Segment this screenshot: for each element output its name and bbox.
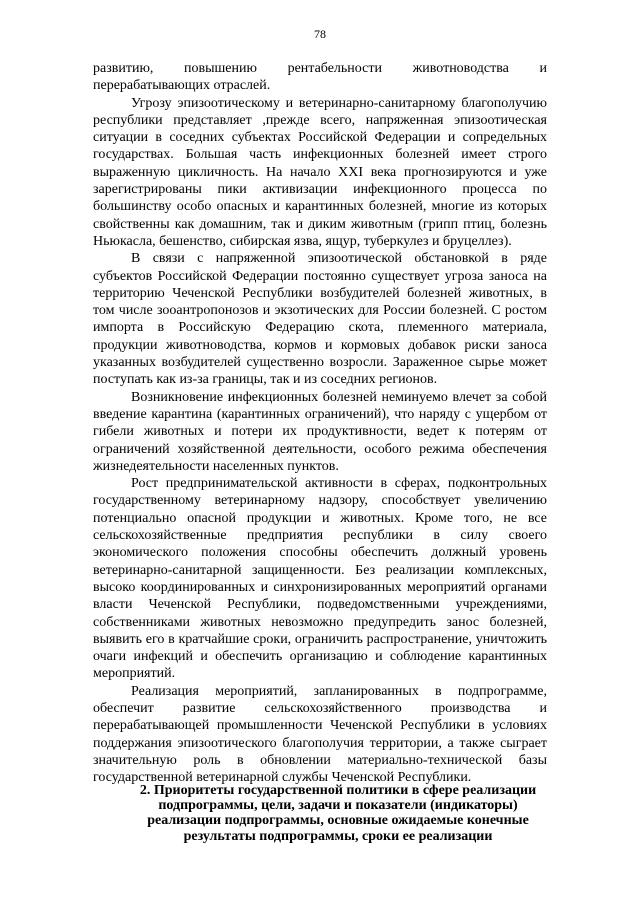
section-heading: 2. Приоритеты государственной политики в сфере реализации подпрограммы, цели, задачи и показатели (индикаторы) реализации подпрограммы, основные ожидаемые конечные результаты подпрограммы, сроки ее реализации — [139, 783, 537, 844]
paragraph-subprogram-effect: Реализация мероприятий, запланированных в подпрограмме, обеспечит развитие сельскохозяйственного производства и перерабатывающей промышленности Чеченской Республики в условиях поддержания эпизоотического благополучия территории, а также сыграет значительную роль в обновлении материально-технической базы государственной ветеринарной службы Чеченской Республики. — [93, 683, 547, 786]
paragraph-business-activity: Рост предпринимательской активности в сферах, подконтрольных государственному ветеринарному надзору, способствует увеличению потенциально опасной продукции и животных. Кроме того, не все сельскохозяйственные предприятия республики в силу своего экономического положения способны обеспечить должный уровень ветеринарно-санитарной защищенности. Без реализации комплексных, высоко координированных и синхронизированных мероприятий органами власти Чеченской Республики, подведомственными учреждениями, собственниками животных невозможно предупредить занос болезней, выявить его в кратчайшие сроки, ограничить распространение, уничтожить очаги инфекций и обеспечить организацию и соблюдение карантинных мероприятий. — [93, 476, 547, 682]
paragraph-epizootic-threat: Угрозу эпизоотическому и ветеринарно-санитарному благополучию республики представляет ,прежде всего, напряженная эпизоотическая ситуации в соседних субъектах Российской Федерации и сопредельных государствах. Большая часть инфекционных болезней имеет строго выраженную цикличность. На начало XXI века прогнозируются и уже зарегистрированы пики активизации инфекционного процесса по большинству особо опасных и карантинных болезней, многие из которых свойственны как домашним, так и диким животным (грипп птиц, болезнь Ньюкасла, бешенство, сибирская язва, ящур, туберкулез и бруцеллез). — [93, 95, 547, 249]
paragraph-continuation: развитию, повышению рентабельности животноводства и перерабатывающих отраслей. — [93, 61, 547, 94]
body-text — [93, 60, 547, 786]
page-number: 78 — [314, 27, 326, 41]
paragraph-quarantine: Возникновение инфекционных болезней неминуемо влечет за собой введение карантина (карантинных ограничений), что наряду с ущербом от гибели животных и потери их продуктивности, ведет к потерям от ограничений хозяйственной деятельности, особого режима обеспечения жизнедеятельности населенных пунктов. — [93, 389, 547, 474]
paragraph-import-risks: В связи с напряженной эпизоотической обстановкой в ряде субъектов Российской Федерации постоянно существует угроза заноса на территорию Чеченской Республики возбудителей болезней животных, в том числе зооантропонозов и экзотических для России болезней. С ростом импорта в Российскую Федерацию скота, племенного материала, продукции животноводства, кормов и кормовых добавок риски заноса указанных возбудителей существенно возросли. Зараженное сырье может поступать как из-за границы, так и из соседних регионов. — [93, 251, 547, 388]
